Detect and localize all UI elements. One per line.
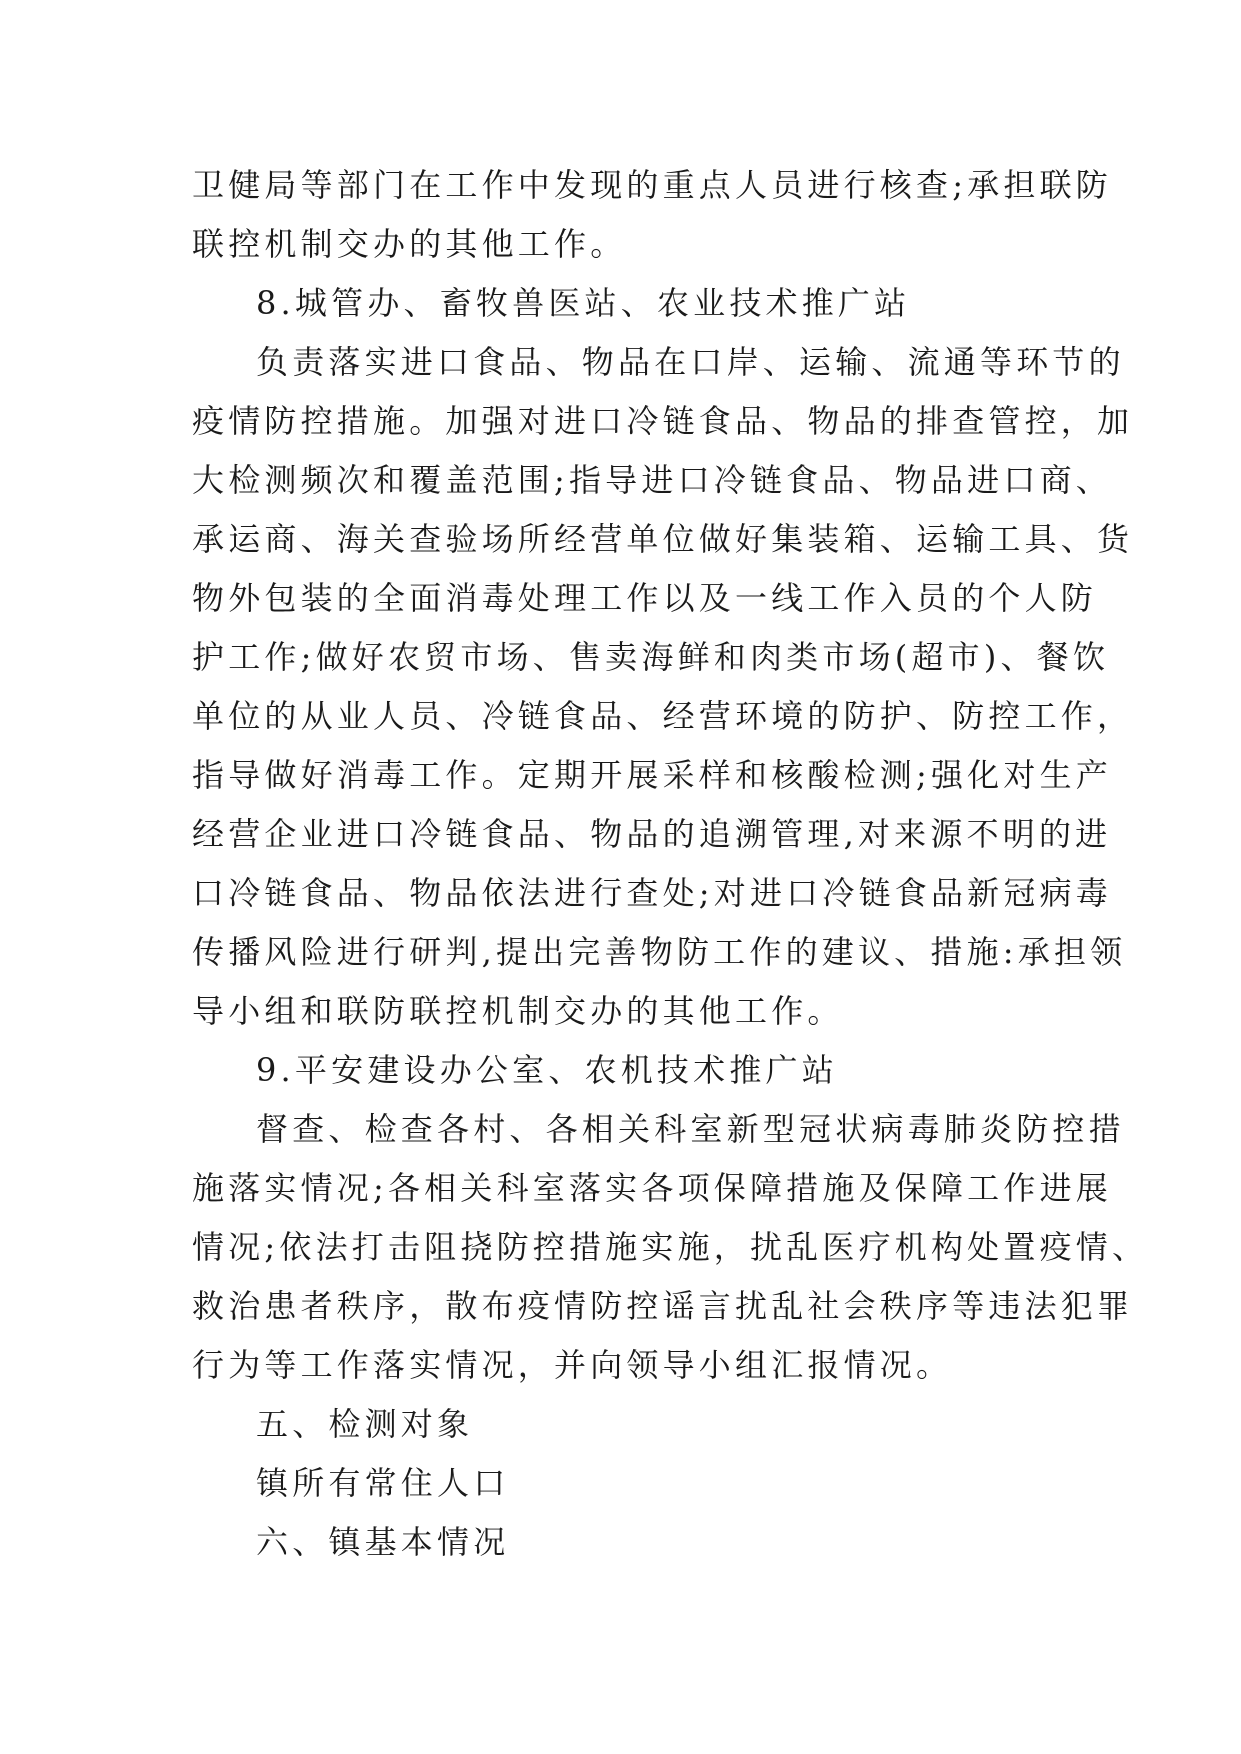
document-page: [192, 156, 1149, 1572]
section-heading-5: 五、检测对象: [256, 1405, 474, 1443]
text-line: 传播风险进行研判,提出完善物防工作的建议、措施:承担领: [192, 933, 1127, 971]
text-line: 单位的从业人员、冷链食品、经营环境的防护、防控工作，: [192, 697, 1134, 735]
text-line: 救治患者秩序，散布疫情防控谣言扰乱社会秩序等违法犯罪: [192, 1287, 1134, 1325]
text-line: 经营企业进口冷链食品、物品的追溯管理,对来源不明的进: [192, 815, 1112, 853]
text-line: 承运商、海关查验场所经营单位做好集装箱、运输工具、货: [192, 520, 1134, 558]
section-heading-8: 8.城管办、畜牧兽医站、农业技术推广站: [256, 284, 911, 322]
text-line: 镇所有常住人口: [256, 1464, 510, 1502]
section-heading-9: 9.平安建设办公室、农机技术推广站: [256, 1051, 838, 1089]
text-line: 情况;依法打击阻挠防控措施实施，扰乱医疗机构处置疫情、: [192, 1228, 1149, 1266]
text-line: 督查、检查各村、各相关科室新型冠状病毒肺炎防控措: [256, 1110, 1125, 1148]
text-line: 大检测频次和覆盖范围;指导进口冷链食品、物品进口商、: [192, 461, 1112, 499]
text-line: 导小组和联防联控机制交办的其他工作。: [192, 992, 844, 1030]
text-line: 施落实情况;各相关科室落实各项保障措施及保障工作进展: [192, 1169, 1112, 1207]
text-line: 负责落实进口食品、物品在口岸、运输、流通等环节的: [256, 343, 1125, 381]
text-line: 疫情防控措施。加强对进口冷链食品、物品的排查管控，加: [192, 402, 1134, 440]
text-line: 行为等工作落实情况，并向领导小组汇报情况。: [192, 1346, 953, 1384]
text-line: 口冷链食品、物品依法进行查处;对进口冷链食品新冠病毒: [192, 874, 1112, 912]
text-line: 联控机制交办的其他工作。: [192, 225, 627, 263]
text-line: 指导做好消毒工作。定期开展采样和核酸检测;强化对生产: [192, 756, 1112, 794]
text-line: 卫健局等部门在工作中发现的重点人员进行核查;承担联防: [192, 166, 1112, 204]
text-line: 护工作;做好农贸市场、售卖海鲜和肉类市场(超市)、餐饮: [192, 638, 1110, 676]
section-heading-6: 六、镇基本情况: [256, 1523, 510, 1561]
text-line: 物外包装的全面消毒处理工作以及一线工作入员的个人防: [192, 579, 1098, 617]
